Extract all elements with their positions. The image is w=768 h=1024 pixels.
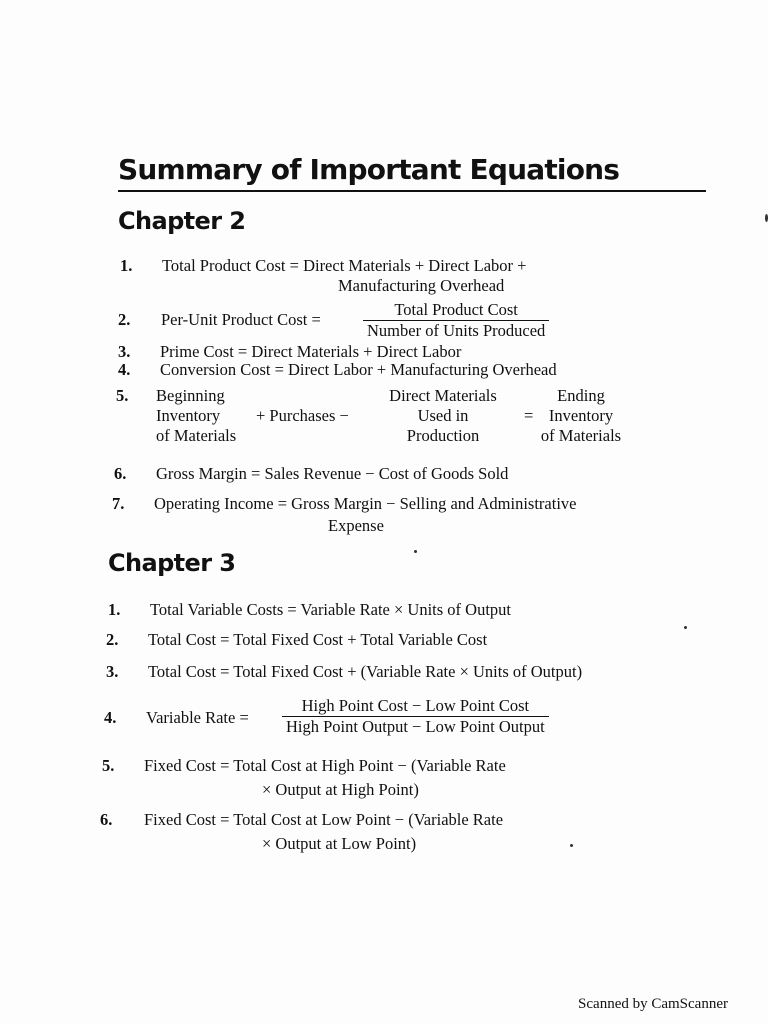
equation-text: Fixed Cost = Total Cost at Low Point − (Variable Rate bbox=[144, 810, 504, 829]
equation-text: Conversion Cost = Direct Labor + Manufacturing Overhead bbox=[160, 360, 557, 379]
scan-speck bbox=[570, 844, 573, 847]
equation-text: Gross Margin = Sales Revenue − Cost of Goods Sold bbox=[156, 464, 509, 483]
page-title: Summary of Important Equations bbox=[118, 152, 706, 192]
ch2-equation-5 bbox=[116, 386, 636, 448]
equation-continuation: Manufacturing Overhead bbox=[338, 276, 505, 295]
equation-continuation: × Output at Low Point) bbox=[262, 834, 417, 853]
scan-speck bbox=[684, 626, 687, 629]
equation-number: 3. bbox=[106, 662, 119, 681]
chapter-2-heading: Chapter 2 bbox=[118, 207, 246, 235]
equation-number: 2. bbox=[106, 630, 119, 649]
direct-materials-used-term: Direct Materials Used in Production bbox=[389, 386, 497, 445]
fraction bbox=[363, 300, 549, 341]
equation-number: 2. bbox=[118, 310, 131, 329]
equation-number: 1. bbox=[120, 256, 133, 275]
equation-text: Prime Cost = Direct Materials + Direct Labor bbox=[160, 342, 462, 361]
chapter-3-heading: Chapter 3 bbox=[108, 549, 236, 577]
beginning-inventory-term: Beginning Inventory of Materials bbox=[156, 386, 237, 445]
equation-text: Total Cost = Total Fixed Cost + (Variable Rate × Units of Output) bbox=[148, 662, 583, 681]
equation-number: 5. bbox=[102, 756, 115, 775]
equation-number: 4. bbox=[104, 708, 117, 727]
plus-purchases-minus: + Purchases − bbox=[256, 406, 349, 425]
equation-number: 1. bbox=[108, 600, 121, 619]
ending-inventory-term: Ending Inventory of Materials bbox=[540, 386, 622, 445]
equation-text: Total Product Cost = Direct Materials + Direct Labor + bbox=[162, 256, 527, 275]
equation-text: Total Cost = Total Fixed Cost + Total Variable Cost bbox=[148, 630, 488, 649]
equation-number: 6. bbox=[114, 464, 127, 483]
equation-lhs: Variable Rate = bbox=[146, 708, 249, 727]
fraction-numerator: High Point Cost − Low Point Cost bbox=[282, 696, 549, 717]
scan-speck bbox=[414, 550, 417, 553]
fraction bbox=[282, 696, 549, 737]
equation-continuation: × Output at High Point) bbox=[262, 780, 419, 799]
equation-text: Operating Income = Gross Margin − Selling and Administrative bbox=[154, 494, 577, 513]
equation-number: 4. bbox=[118, 360, 131, 379]
equation-number: 6. bbox=[100, 810, 113, 829]
equation-text: Total Variable Costs = Variable Rate × Units of Output bbox=[150, 600, 512, 619]
equals-sign: = bbox=[524, 406, 534, 425]
fraction-denominator: High Point Output − Low Point Output bbox=[286, 717, 545, 736]
fraction-denominator: Number of Units Produced bbox=[367, 321, 546, 340]
equation-text: Fixed Cost = Total Cost at High Point − (Variable Rate bbox=[144, 756, 506, 775]
equation-lhs: Per-Unit Product Cost = bbox=[161, 310, 321, 329]
equation-continuation: Expense bbox=[328, 516, 384, 535]
scanner-watermark: Scanned by CamScanner bbox=[578, 996, 728, 1012]
fraction-numerator: Total Product Cost bbox=[363, 300, 549, 321]
equation-number: 7. bbox=[112, 494, 125, 513]
equation-number: 3. bbox=[118, 342, 131, 361]
equation-number: 5. bbox=[116, 386, 129, 405]
